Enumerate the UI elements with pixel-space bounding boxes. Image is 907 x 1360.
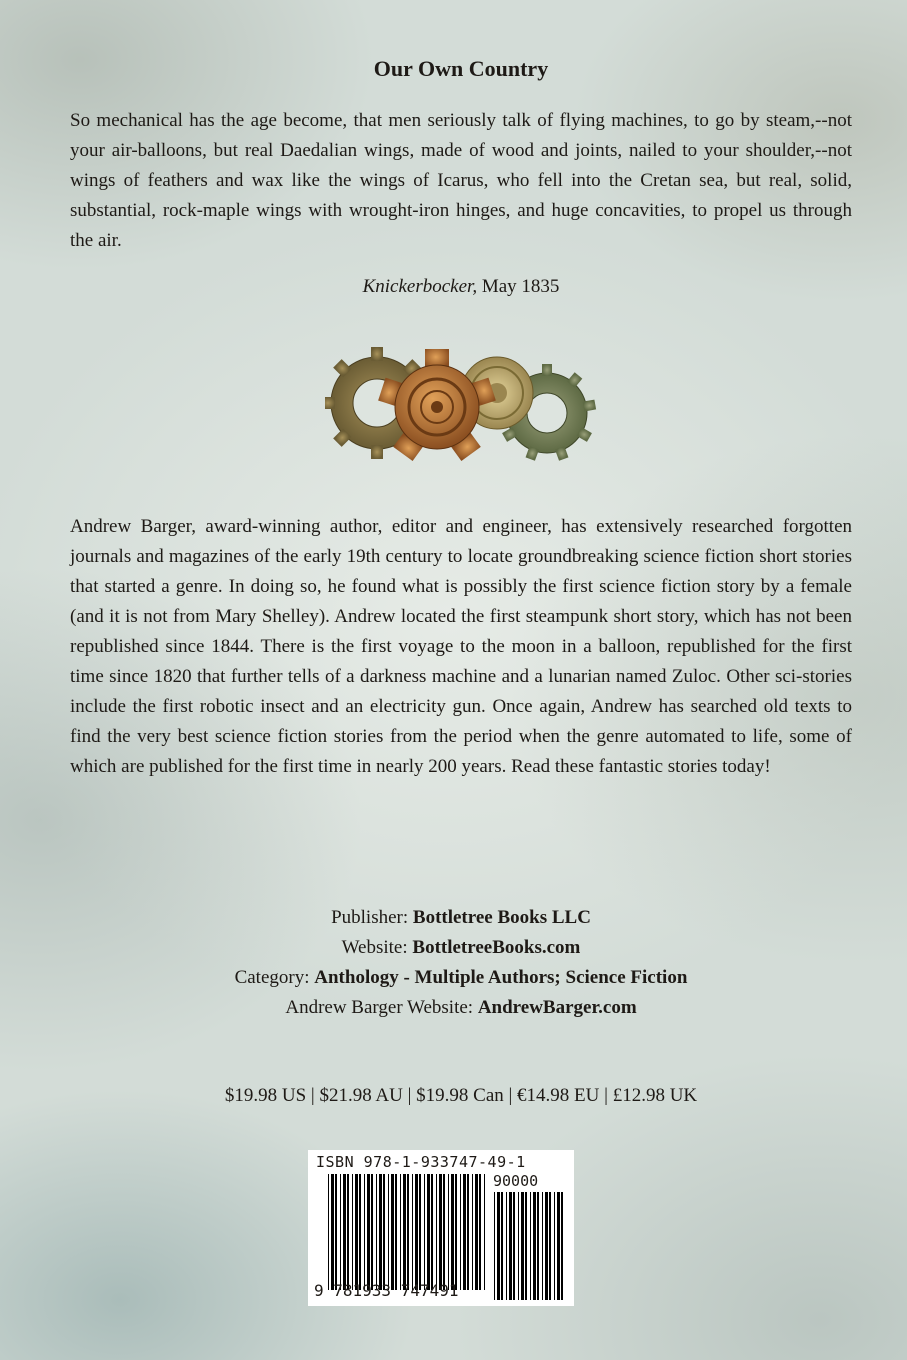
quote-section (70, 56, 852, 298)
barcode-bar (557, 1192, 560, 1300)
gears-icon (325, 345, 597, 465)
barcode-bar (347, 1174, 349, 1290)
barcode-bar (395, 1174, 397, 1290)
barcode-bar (460, 1174, 461, 1290)
category-label: Category: (234, 967, 310, 988)
quote-text: So mechanical has the age become, that men seriously talk of flying machines, to go by steam,--not your air-balloons, but real Daedalian wings, made of wood and joints, nailed to your shoulder,--not wings of feathers and wax like the wings of Icarus, who fell into the Cretan sea, but real, solid, substantial, rock-maple wings with wrought-iron hinges, and huge concavities, to propel us through the air. (70, 110, 852, 251)
barcode-bar (506, 1192, 507, 1300)
citation-source: Knickerbocker, (362, 276, 478, 297)
publication-info (70, 903, 852, 1023)
barcode-bar (439, 1174, 442, 1290)
barcode-bar (400, 1174, 401, 1290)
barcode-bar (403, 1174, 406, 1290)
barcode-bar (427, 1174, 430, 1290)
barcode-bar (463, 1174, 466, 1290)
barcode-bar (436, 1174, 437, 1290)
barcode-bar (554, 1192, 555, 1300)
barcode-bar (371, 1174, 373, 1290)
barcode-bar (355, 1174, 358, 1290)
addon-code: 90000 (493, 1172, 539, 1190)
barcode-bar (328, 1174, 329, 1290)
barcode-bar (467, 1174, 469, 1290)
barcode-bar (448, 1174, 449, 1290)
barcode-bar (388, 1174, 389, 1290)
publisher-label: Publisher: (331, 907, 409, 928)
barcode-bar (376, 1174, 377, 1290)
barcode-bar (537, 1192, 539, 1300)
citation-date: May 1835 (481, 276, 560, 297)
barcode-bar (383, 1174, 385, 1290)
quote-citation (70, 276, 852, 298)
barcode-bar (521, 1192, 524, 1300)
author-site-line (70, 993, 852, 1023)
barcode-bar (525, 1192, 527, 1300)
barcode-bar (352, 1174, 353, 1290)
barcode-bar (335, 1174, 337, 1290)
barcode-number: 9 781933 747491 (314, 1281, 459, 1300)
website-line (70, 933, 852, 963)
barcode-bar (472, 1174, 473, 1290)
barcode-bar (484, 1174, 485, 1290)
barcode-bar (533, 1192, 536, 1300)
author-site-value: AndrewBarger.com (477, 997, 637, 1018)
barcode-bar (561, 1192, 563, 1300)
barcode-bar (359, 1174, 361, 1290)
barcode-bar (412, 1174, 413, 1290)
author-site-label: Andrew Barger Website: (285, 997, 474, 1018)
barcode-bar (497, 1192, 500, 1300)
barcode-bar (424, 1174, 425, 1290)
barcode-bar (455, 1174, 457, 1290)
barcode-bar (364, 1174, 365, 1290)
website-label: Website: (341, 937, 408, 958)
barcode-bar (331, 1174, 334, 1290)
barcode (308, 1150, 574, 1306)
barcode-bar (415, 1174, 418, 1290)
barcode-bar (431, 1174, 433, 1290)
barcode-bar (343, 1174, 346, 1290)
barcode-bar (494, 1192, 495, 1300)
barcode-bar (545, 1192, 548, 1300)
price-list: $19.98 US | $21.98 AU | $19.98 Can | €14.98 EU | £12.98 UK (224, 1085, 698, 1106)
category-line (70, 963, 852, 993)
website-value: BottletreeBooks.com (412, 937, 581, 958)
barcode-bar (479, 1174, 481, 1290)
barcode-bar (340, 1174, 341, 1290)
isbn-text: ISBN 978-1-933747-49-1 (316, 1153, 526, 1171)
barcode-bar (367, 1174, 370, 1290)
barcode-bar (501, 1192, 503, 1300)
barcode-bar (379, 1174, 382, 1290)
barcode-bar (475, 1174, 478, 1290)
publisher-value: Bottletree Books LLC (412, 907, 591, 928)
publisher-line (70, 903, 852, 933)
barcode-bar (451, 1174, 454, 1290)
barcode-bar (407, 1174, 409, 1290)
barcode-bar (513, 1192, 515, 1300)
page-title: Our Own Country (373, 56, 549, 81)
barcode-bar (509, 1192, 512, 1300)
barcode-bar (419, 1174, 421, 1290)
category-value: Anthology - Multiple Authors; Science Fiction (314, 967, 688, 988)
barcode-bar (443, 1174, 445, 1290)
description-text: Andrew Barger, award-winning author, editor and engineer, has extensively researched forgotten journals and magazines of the early 19th century to locate groundbreaking science fiction short stories that started a genre. In doing so, he found what is possibly the first science fiction story by a female (and it is not from Mary Shelley). Andrew located the first steampunk short story, which has not been republished since 1844. There is the first voyage to the moon in a balloon, republished for the first time since 1820 that further tells of a darkness machine and a lunarian named Zuloc. Other sci-stories include the first robotic insect and an electricity gun. Once again, Andrew has searched old texts to find the very best science fiction stories from the period when the genre automated to life, some of which are published for the first time in nearly 200 years. Read these fantastic stories today! (70, 516, 852, 777)
barcode-bar (542, 1192, 543, 1300)
barcode-bar (518, 1192, 519, 1300)
barcode-bar (549, 1192, 551, 1300)
barcode-bar (391, 1174, 394, 1290)
barcode-bar (530, 1192, 531, 1300)
